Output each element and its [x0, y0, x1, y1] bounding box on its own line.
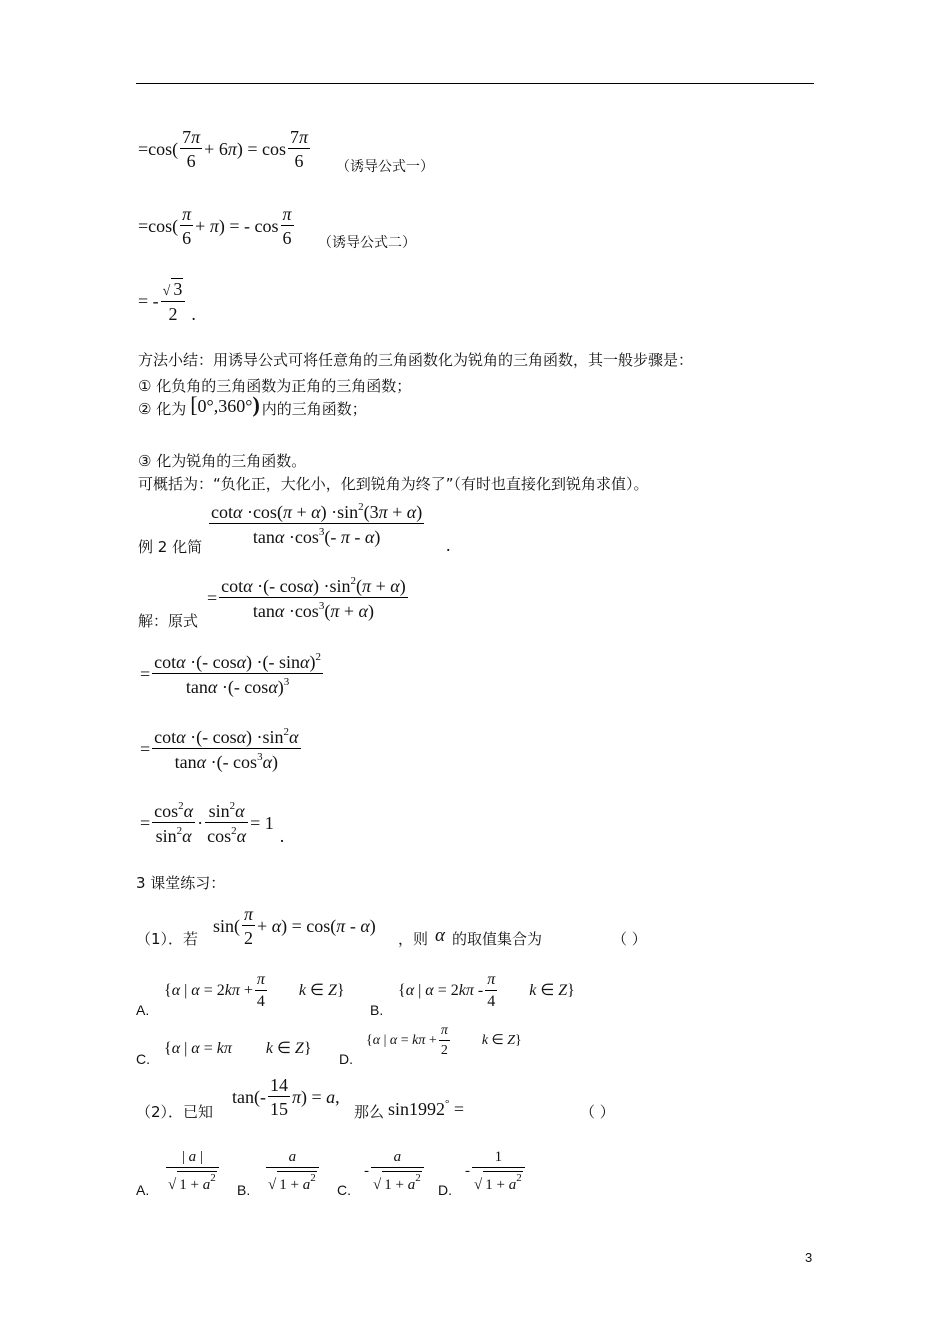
q1-prefix: （1）．若	[136, 930, 199, 948]
page-number: 3	[805, 1250, 813, 1265]
q1-option-b: {α | α = 2kπ - $\frac{\pi}{4}$ k ∈ Z}	[398, 971, 575, 1010]
formula-note-2: （诱导公式二）	[318, 235, 416, 251]
solution-line-2: = $\frac{\cot\alpha \cdot(- \cos\alpha) \cdot(- \sin\alpha)^2}{\tan\alpha \cdot(- \cos\alpha)^3}$	[140, 651, 321, 697]
derivation-line-1: =cos( $\frac{7\pi}{6}$ + 6π) = cos $\frac{7\pi}{6}$	[138, 127, 309, 171]
q1-middle: ，则	[398, 930, 429, 948]
solution-line-4: = $\frac{\cos^2\alpha}{\sin^2\alpha}$ · $\frac{\sin^2\alpha}{\cos^2\alpha}$ = 1 .	[140, 800, 285, 846]
q2-equation: tan(- $\frac{14}{15}$ π) = a,	[232, 1075, 340, 1119]
q2-option-a-label: A.	[136, 1182, 150, 1198]
q1-alpha: α	[435, 925, 445, 946]
method-step-2-suffix: 内的三角函数；	[261, 400, 367, 418]
formula-note-1: （诱导公式一）	[336, 159, 434, 175]
q2-answer-paren: （ ）	[580, 1103, 615, 1121]
interval-text: 0°,360°	[197, 395, 253, 416]
solution-line-3: = $\frac{\cot\alpha \cdot(- \cos\alpha) \cdot\sin^2\alpha}{\tan\alpha \cdot(- \cos^3\alpha)}$	[140, 726, 299, 772]
example-2-period: .	[446, 535, 451, 555]
q1-option-d: {α | α = kπ + $\frac{\pi}{2}$ k ∈ Z}	[366, 1023, 522, 1058]
interval: [0°,360°)	[190, 391, 260, 417]
q2-option-b-label: B.	[237, 1182, 251, 1198]
q1-option-a: {α | α = 2kπ + $\frac{\pi}{4}$ k ∈ Z}	[164, 971, 345, 1010]
example-2-expression: $\frac{\cot\alpha \cdot\cos(\pi + \alpha) \cdot\sin^2(3\pi + \alpha)}{\tan\alpha \cdot\cos^3(- \pi - \alpha)}$	[211, 501, 423, 547]
q1-answer-paren: （ ）	[612, 930, 647, 948]
q2-target: sin1992° =	[388, 1098, 465, 1119]
q2-prefix: （2）．已知	[136, 1103, 214, 1121]
q1-suffix: 的取值集合为	[452, 930, 543, 948]
q1-option-c: {α | α = kπ k ∈ Z}	[164, 1040, 312, 1057]
method-step-2	[138, 391, 367, 418]
q1-option-c-label: C.	[136, 1051, 150, 1067]
practice-title: 3 课堂练习：	[136, 874, 226, 892]
q2-middle: 那么	[354, 1103, 385, 1121]
derivation-line-2: =cos( $\frac{\pi}{6}$ + π) = - cos $\frac{\pi}{6}$	[138, 204, 292, 248]
method-step-2-prefix: ② 化为	[138, 400, 187, 418]
method-summary-title: 方法小结：用诱导公式可将任意角的三角函数化为锐角的三角函数，其一般步骤是：	[138, 351, 694, 369]
solution-label: 解：原式	[138, 612, 199, 630]
derivation-line-3: = - $\frac{√ 3}{2}$ .	[138, 279, 196, 324]
q2-option-c-label: C.	[337, 1182, 351, 1198]
q2-option-c: - $\frac{a}{√ 1 + a^2}$	[364, 1150, 426, 1193]
q1-option-d-label: D.	[339, 1051, 353, 1067]
q1-equation: sin( $\frac{\pi}{2}$ + α) = cos(π - α)	[213, 904, 376, 948]
q1-option-b-label: B.	[370, 1002, 384, 1018]
q1-option-a-label: A.	[136, 1002, 150, 1018]
method-step-1: ① 化负角的三角函数为正角的三角函数；	[138, 377, 412, 395]
example-2-label: 例 2 化简	[138, 538, 203, 556]
header-rule	[136, 83, 814, 84]
q2-option-a: $\frac{| a |}{√ 1 + a^2}$	[164, 1150, 221, 1193]
method-motto: 可概括为：“负化正，大化小，化到锐角为终了”（有时也直接化到锐角求值）。	[138, 475, 649, 493]
method-step-3: ③ 化为锐角的三角函数。	[138, 452, 307, 470]
q2-option-d: - $\frac{1}{√ 1 + a^2}$	[465, 1150, 527, 1193]
q2-option-d-label: D.	[438, 1182, 452, 1198]
solution-line-1: = $\frac{\cot\alpha \cdot(- \cos\alpha) \cdot\sin^2(\pi + \alpha)}{\tan\alpha \cdot\cos^3(\pi + \alpha)}$	[207, 575, 406, 621]
q2-option-b: $\frac{a}{√ 1 + a^2}$	[264, 1150, 321, 1193]
